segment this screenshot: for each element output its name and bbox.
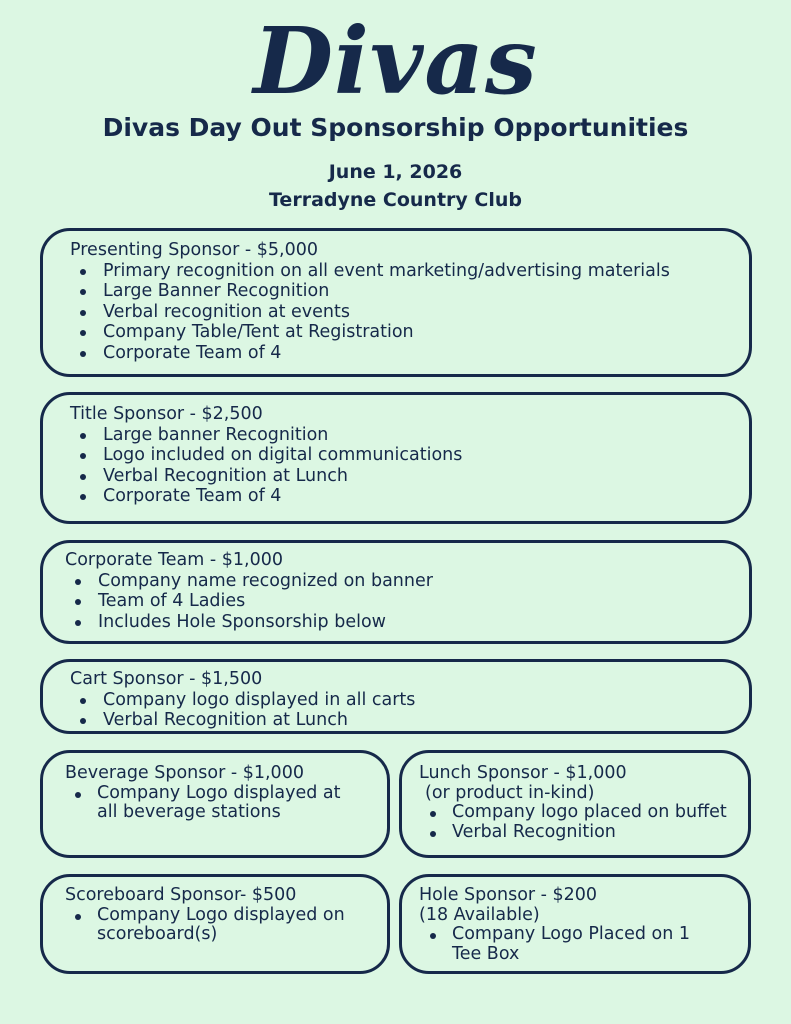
- divas-logo: Divas: [253, 7, 538, 115]
- page-title: Divas Day Out Sponsorship Opportunities: [102, 113, 689, 142]
- beverage-sponsor-box: [40, 750, 390, 858]
- list-item: Company Logo displayed on scoreboard(s): [97, 906, 372, 945]
- list-item: Primary recognition on all event marketing/advertising materials: [103, 261, 749, 282]
- list-item: Verbal Recognition: [452, 823, 748, 843]
- corporate-team-heading: Corporate Team - $1,000: [65, 550, 283, 570]
- beverage-sponsor-heading: Beverage Sponsor - $1,000: [65, 763, 304, 783]
- hole-sponsor-subheading: (18 Available): [419, 904, 540, 925]
- lunch-sponsor-box: [399, 750, 751, 858]
- list-item: Company Table/Tent at Registration: [103, 322, 749, 343]
- list-item: Company Logo displayed at all beverage stations: [97, 784, 359, 823]
- list-item: Verbal Recognition at Lunch: [103, 466, 749, 487]
- event-date: June 1, 2026: [328, 161, 463, 183]
- title-sponsor-heading: Title Sponsor - $2,500: [70, 404, 263, 424]
- presenting-sponsor-heading: Presenting Sponsor - $5,000: [70, 240, 318, 260]
- hole-sponsor-box: [399, 874, 751, 974]
- hole-sponsor-heading: Hole Sponsor - $200: [419, 885, 598, 905]
- list-item: Verbal Recognition at Lunch: [103, 710, 749, 731]
- list-item: Team of 4 Ladies: [98, 591, 749, 612]
- lunch-sponsor-subheading: (or product in-kind): [425, 782, 595, 803]
- scoreboard-sponsor-box: [40, 874, 390, 974]
- list-item: Large Banner Recognition: [103, 281, 749, 302]
- cart-sponsor-heading: Cart Sponsor - $1,500: [70, 669, 263, 689]
- list-item: Large banner Recognition: [103, 425, 749, 446]
- list-item: Includes Hole Sponsorship below: [98, 612, 749, 633]
- list-item: Corporate Team of 4: [103, 343, 749, 364]
- corporate-team-box: [40, 540, 752, 644]
- list-item: Company logo displayed in all carts: [103, 690, 749, 711]
- list-item: Verbal recognition at events: [103, 302, 749, 323]
- event-venue: Terradyne Country Club: [269, 189, 522, 211]
- list-item: Company Logo Placed on 1 Tee Box: [452, 925, 707, 964]
- presenting-sponsor-box: [40, 228, 752, 377]
- title-sponsor-box: [40, 392, 752, 524]
- scoreboard-sponsor-heading: Scoreboard Sponsor- $500: [65, 885, 297, 905]
- lunch-sponsor-heading: Lunch Sponsor - $1,000: [419, 763, 627, 783]
- list-item: Company logo placed on buffet: [452, 803, 748, 823]
- list-item: Company name recognized on banner: [98, 571, 749, 592]
- list-item: Corporate Team of 4: [103, 486, 749, 507]
- list-item: Logo included on digital communications: [103, 445, 749, 466]
- cart-sponsor-box: [40, 659, 752, 734]
